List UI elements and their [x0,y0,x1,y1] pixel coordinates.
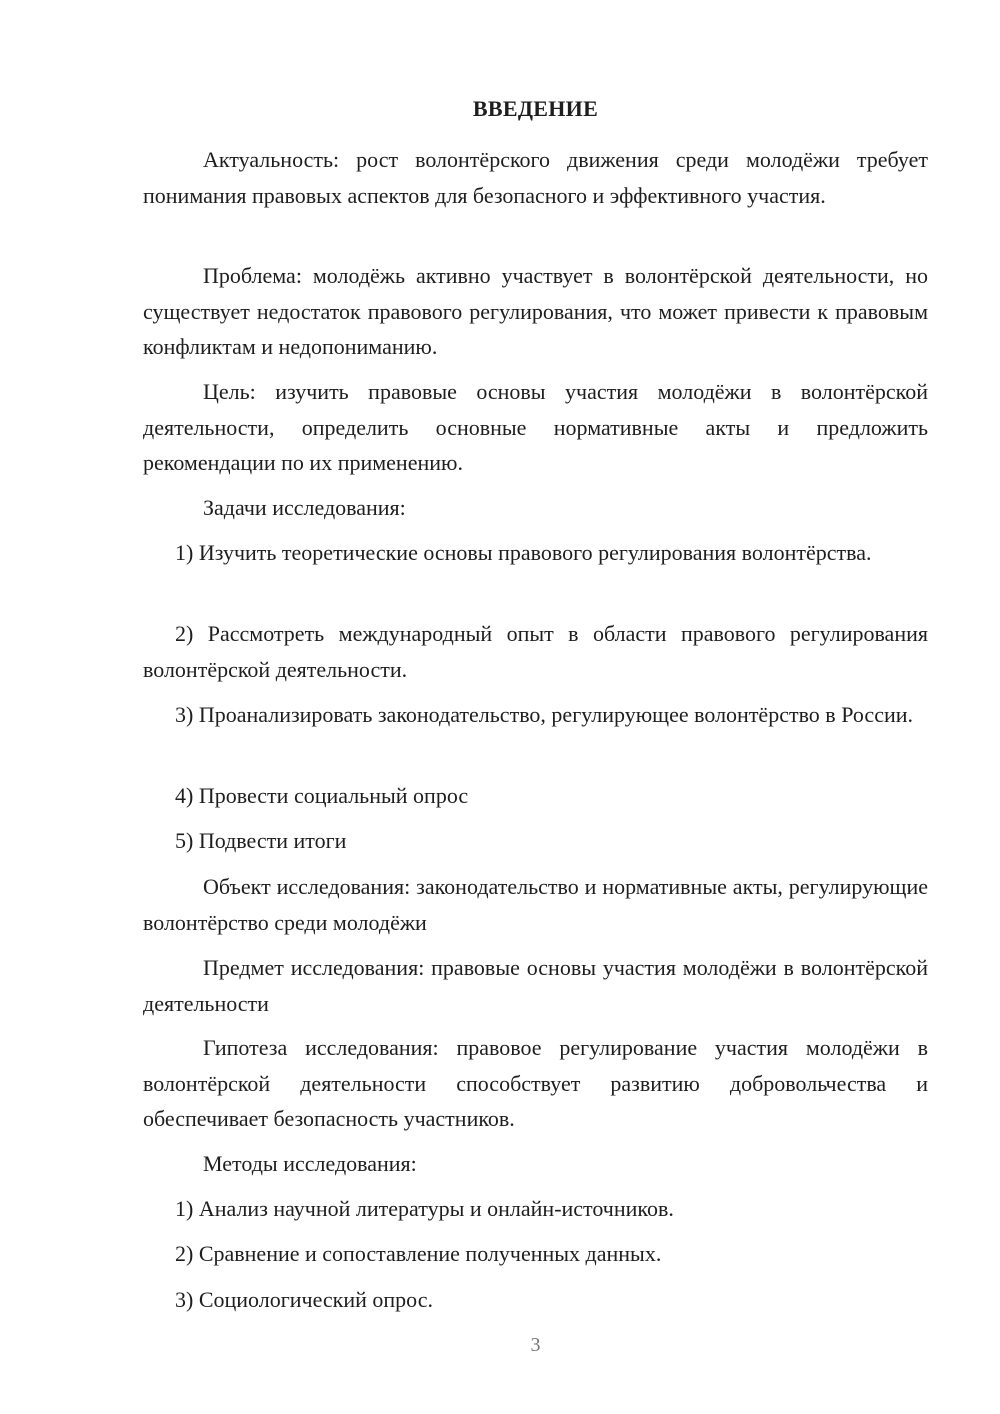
task-item-1: 1) Изучить теоретические основы правового регулирования волонтёрства. [175,540,872,565]
goal-paragraph: Цель: изучить правовые основы участия молодёжи в волонтёрской деятельности, определить основные нормативные акты и предложить рекомендации по их применению. [143,379,928,475]
subject-paragraph: Предмет исследования: правовые основы участия молодёжи в волонтёрской деятельности [143,955,928,1016]
method-item-2: 2) Сравнение и сопоставление полученных данных. [175,1241,662,1266]
page-number: 3 [530,1334,541,1356]
method-item-1: 1) Анализ научной литературы и онлайн-источников. [175,1196,674,1221]
task-item-2: 2) Рассмотреть международный опыт в области правового регулирования волонтёрской деятельности. [143,621,928,682]
object-paragraph: Объект исследования: законодательство и нормативные акты, регулирующие волонтёрство среди молодёжи [143,874,928,935]
relevance-paragraph: Актуальность: рост волонтёрского движения среди молодёжи требует понимания правовых аспектов для безопасного и эффективного участия. [143,147,928,208]
section-heading: ВВЕДЕНИЕ [472,96,599,121]
task-item-4: 4) Провести социальный опрос [175,783,469,808]
method-item-3: 3) Социологический опрос. [175,1287,433,1312]
task-item-5: 5) Подвести итоги [175,828,347,853]
tasks-heading: Задачи исследования: [203,495,406,520]
methods-heading: Методы исследования: [203,1151,417,1176]
hypothesis-paragraph: Гипотеза исследования: правовое регулирование участия молодёжи в волонтёрской деятельности способствует развитию добровольчества и обеспечивает безопасность участников. [143,1035,928,1131]
problem-paragraph: Проблема: молодёжь активно участвует в волонтёрской деятельности, но существует недостаток правового регулирования, что может привести к правовым конфликтам и недопониманию. [143,263,928,359]
task-item-3: 3) Проанализировать законодательство, регулирующее волонтёрство в России. [175,702,914,727]
